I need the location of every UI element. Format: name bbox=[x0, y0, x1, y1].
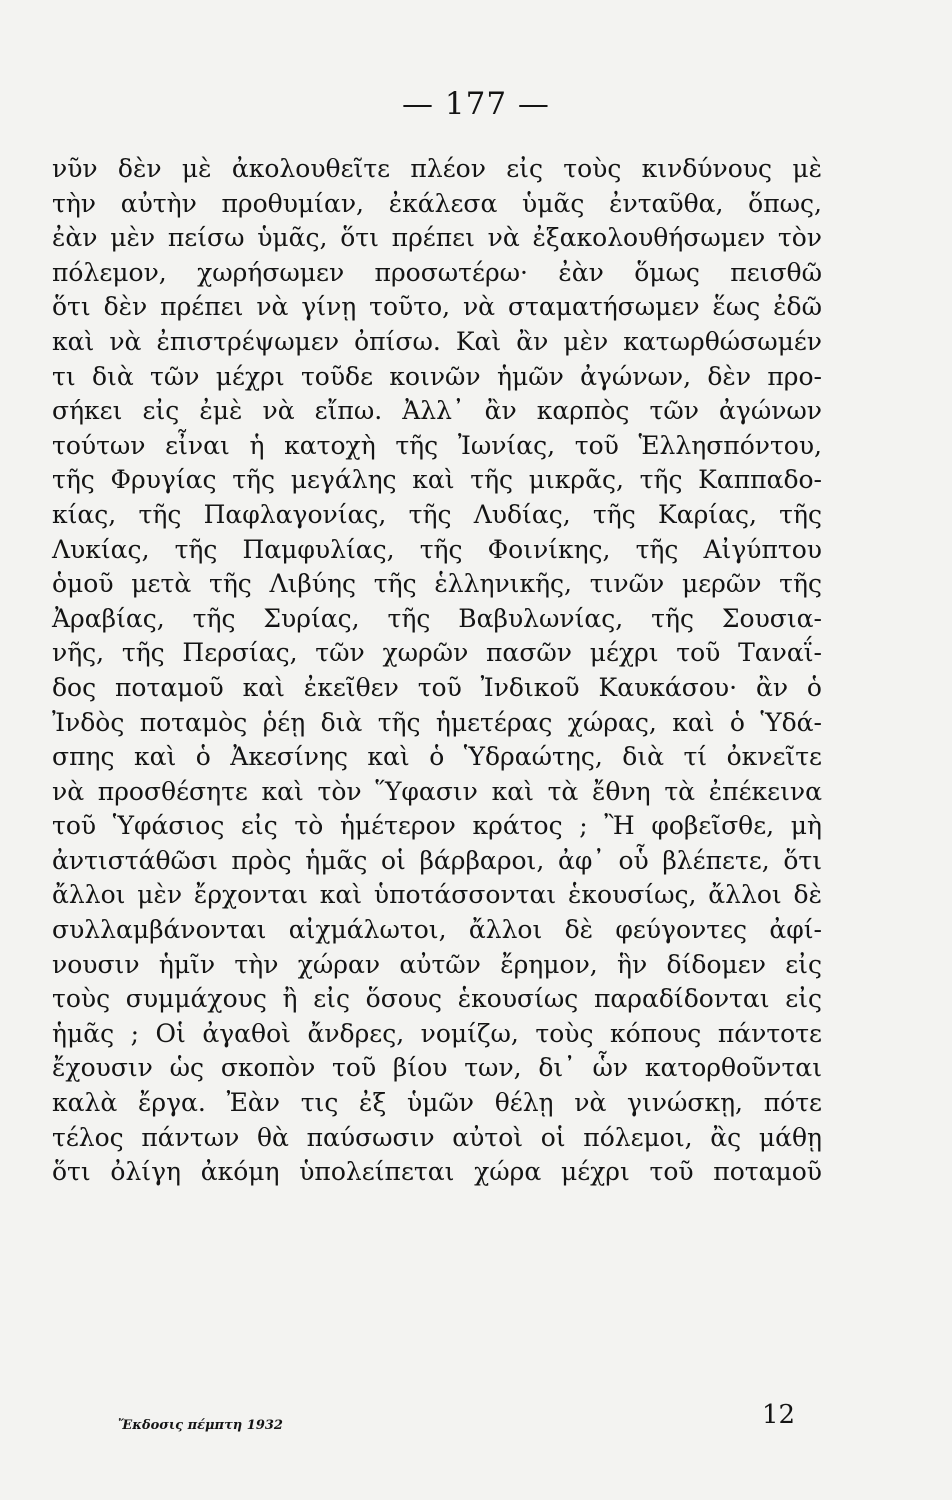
text-line: σήκει εἰς ἐμὲ νὰ εἴπω. Ἀλλ᾽ ἂν καρπὸς τῶν ἀγώνων bbox=[52, 396, 822, 426]
text-line: Ἰνδὸς ποταμὸς ῥέῃ διὰ τῆς ἡμετέρας χώρας, καὶ ὁ Ὑδά- bbox=[52, 707, 822, 737]
text-line: τοὺς συμμάχους ἢ εἰς ὅσους ἑκουσίως παραδίδονται εἰς bbox=[52, 984, 822, 1014]
text-line: νῦν δὲν μὲ ἀκολουθεῖτε πλέον εἰς τοὺς κινδύνους μὲ bbox=[52, 154, 822, 183]
text-line: ὅτι δὲν πρέπει νὰ γίνῃ τοῦτο, νὰ σταματήσωμεν ἕως ἐδῶ bbox=[52, 292, 822, 322]
text-line: δος ποταμοῦ καὶ ἐκεῖθεν τοῦ Ἰνδικοῦ Καυκάσου· ἂν ὁ bbox=[52, 672, 822, 702]
body-text bbox=[52, 152, 822, 1190]
text-line: τοῦ Ὑφάσιος εἰς τὸ ἡμέτερον κράτος ; Ἢ φοβεῖσθε, μὴ bbox=[52, 811, 822, 841]
text-line: πόλεμον, χωρήσωμεν προσωτέρω· ἐὰν ὅμως πεισθῶ bbox=[52, 257, 822, 287]
text-line: νὰ προσθέσητε καὶ τὸν Ὕφασιν καὶ τὰ ἔθνη τὰ ἐπέκεινα bbox=[52, 776, 822, 806]
text-line: Ἀραβίας, τῆς Συρίας, τῆς Βαβυλωνίας, τῆς Σουσια- bbox=[52, 603, 822, 633]
text-line: Λυκίας, τῆς Παμφυλίας, τῆς Φοινίκης, τῆς Αἰγύπτου bbox=[52, 534, 822, 564]
text-line: τούτων εἶναι ἡ κατοχὴ τῆς Ἰωνίας, τοῦ Ἑλλησπόντου, bbox=[52, 430, 822, 460]
signature-number: 12 bbox=[762, 1400, 796, 1430]
text-line: τῆς Φρυγίας τῆς μεγάλης καὶ τῆς μικρᾶς, τῆς Καππαδο- bbox=[52, 465, 822, 495]
text-line: ὁμοῦ μετὰ τῆς Λιβύης τῆς ἑλληνικῆς, τινῶν μερῶν τῆς bbox=[52, 569, 822, 599]
text-line: τὴν αὐτὴν προθυμίαν, ἐκάλεσα ὑμᾶς ἐνταῦθα, ὅπως, bbox=[52, 188, 822, 218]
text-line: καὶ νὰ ἐπιστρέψωμεν ὀπίσω. Καὶ ἂν μὲν κατωρθώσωμέν bbox=[52, 326, 822, 356]
edition-note: Ἔκδοσις πέμπτη 1932 bbox=[118, 1418, 283, 1433]
text-line: νουσιν ἡμῖν τὴν χώραν αὐτῶν ἔρημον, ἣν δίδομεν εἰς bbox=[52, 949, 822, 979]
text-line: ἀντιστάθῶσι πρὸς ἡμᾶς οἱ βάρβαροι, ἀφ᾽ οὗ βλέπετε, ὅτι bbox=[52, 845, 822, 875]
text-line: νῆς, τῆς Περσίας, τῶν χωρῶν πασῶν μέχρι τοῦ Ταναΐ- bbox=[52, 638, 822, 668]
page-number-header: — 177 — bbox=[402, 86, 550, 122]
text-line: ὅτι ὀλίγη ἀκόμη ὑπολείπεται χώρα μέχρι τοῦ ποταμοῦ bbox=[52, 1157, 822, 1187]
text-line: κίας, τῆς Παφλαγονίας, τῆς Λυδίας, τῆς Καρίας, τῆς bbox=[52, 499, 822, 529]
text-line: σπης καὶ ὁ Ἀκεσίνης καὶ ὁ Ὑδραώτης, διὰ τί ὀκνεῖτε bbox=[52, 742, 822, 772]
text-line: συλλαμβάνονται αἰχμάλωτοι, ἄλλοι δὲ φεύγοντες ἀφί- bbox=[52, 915, 822, 945]
text-line: ἔχουσιν ὡς σκοπὸν τοῦ βίου των, δι᾽ ὧν κατορθοῦνται bbox=[52, 1053, 822, 1083]
text-line: τι διὰ τῶν μέχρι τοῦδε κοινῶν ἡμῶν ἀγώνων, δὲν προ- bbox=[52, 361, 822, 391]
text-line: ἄλλοι μὲν ἔρχονται καὶ ὑποτάσσονται ἑκουσίως, ἄλλοι δὲ bbox=[52, 880, 822, 910]
text-line: ἡμᾶς ; Οἱ ἀγαθοὶ ἄνδρες, νομίζω, τοὺς κόπους πάντοτε bbox=[52, 1018, 822, 1048]
text-line: ἐὰν μὲν πείσω ὑμᾶς, ὅτι πρέπει νὰ ἐξακολουθήσωμεν τὸν bbox=[52, 223, 822, 253]
text-line: τέλος πάντων θὰ παύσωσιν αὐτοὶ οἱ πόλεμοι, ἂς μάθῃ bbox=[52, 1122, 822, 1152]
text-line: καλὰ ἔργα. Ἐὰν τις ἐξ ὑμῶν θέλῃ νὰ γινώσκῃ, πότε bbox=[52, 1088, 822, 1118]
